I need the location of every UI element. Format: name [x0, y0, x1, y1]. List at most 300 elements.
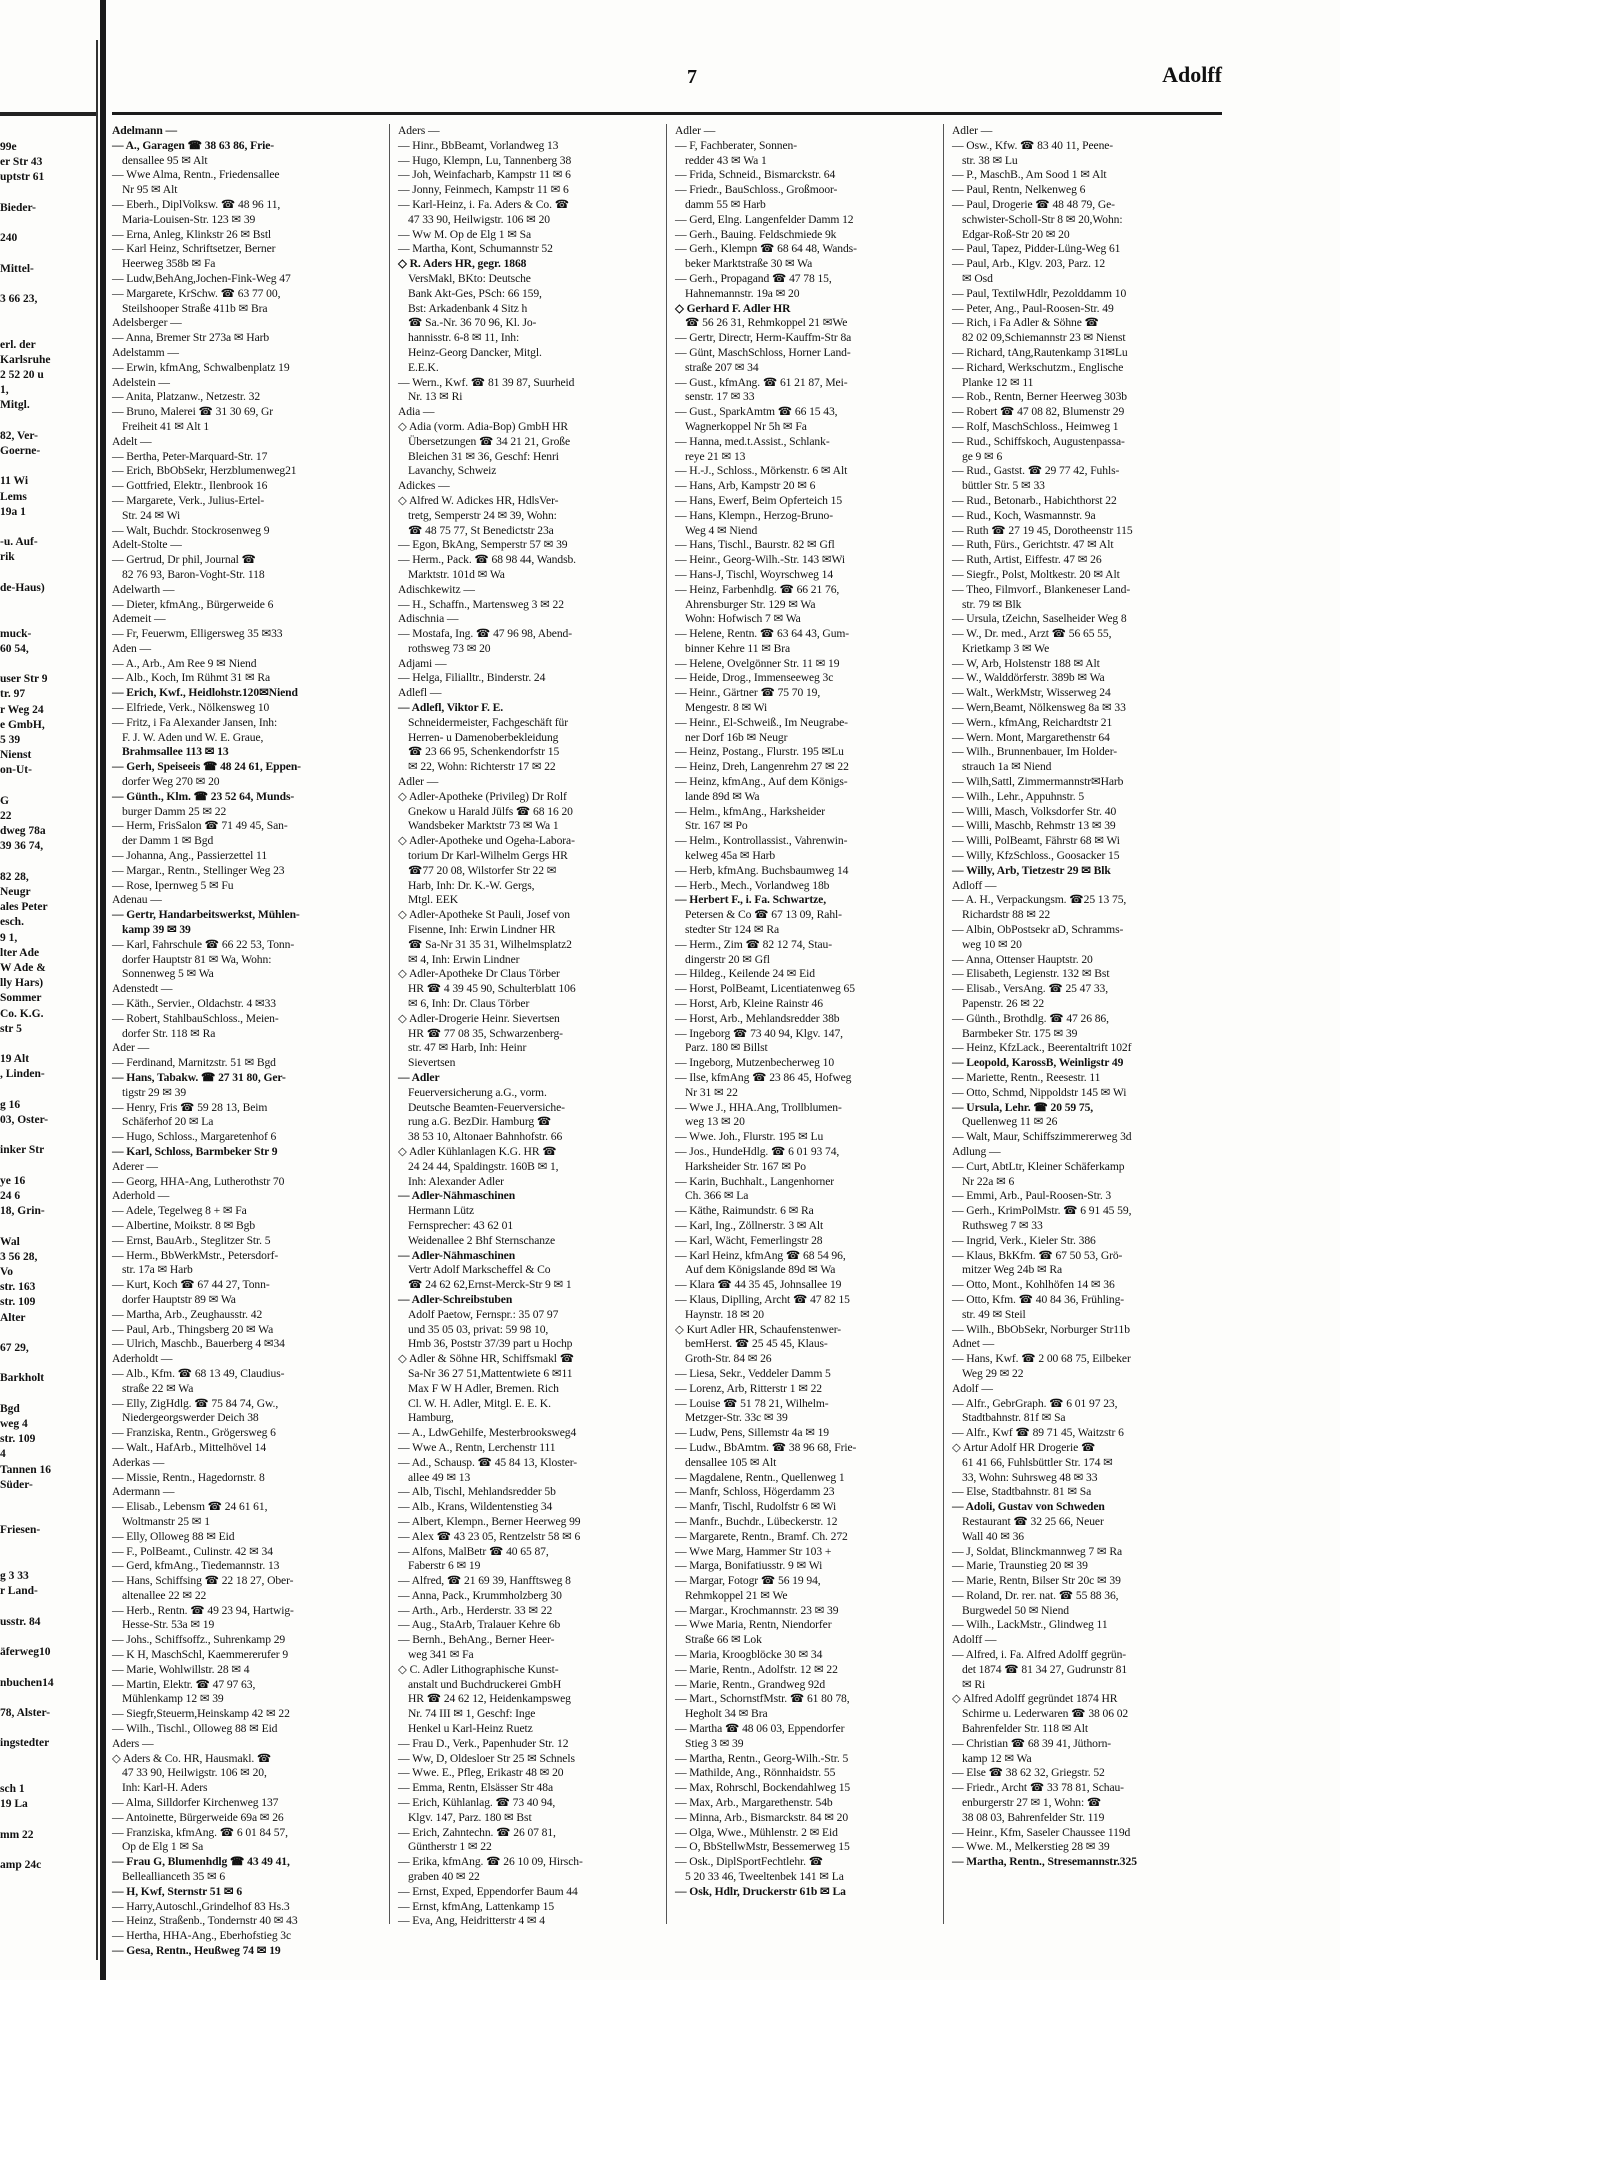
sliver-line: erl. der	[0, 338, 36, 351]
directory-entry-line: Aderer —	[112, 1159, 158, 1173]
directory-entry-line: — Manfr, Tischl, Rudolfstr 6 ✉ Wi	[675, 1500, 837, 1514]
directory-entry-line: Nr 95 ✉ Alt	[122, 183, 178, 197]
directory-entry-line: Krietkamp 3 ✉ We	[962, 641, 1050, 655]
sliver-line: ingstedter	[0, 1737, 50, 1750]
directory-entry-line: — Karl Heinz, Schriftsetzer, Berner	[112, 242, 276, 256]
directory-entry-line: — Margar., Krochmannstr. 23 ✉ 39	[675, 1603, 839, 1617]
directory-entry-line: altenallee 22 ✉ 22	[122, 1588, 207, 1602]
directory-entry-line: Henkel u Karl-Heinz Ruetz	[408, 1722, 533, 1736]
directory-entry-line: ☎ 23 66 95, Schenkendorfstr 15	[408, 745, 560, 759]
directory-entry-line: — Willi, PolBeamt, Fährstr 68 ✉ Wi	[952, 834, 1120, 848]
directory-entry-line: Vertr Adolf Markscheffel & Co	[408, 1263, 551, 1277]
directory-entry-line: Metzger-Str. 33c ✉ 39	[685, 1411, 788, 1425]
directory-entry-line: Nr 22a ✉ 6	[962, 1174, 1015, 1188]
directory-entry-line: — Klaus, Diplling, Archt ☎ 47 82 15	[675, 1292, 850, 1306]
directory-entry-line: Aders —	[112, 1736, 154, 1750]
directory-entry-line: Woltmanstr 25 ✉ 1	[122, 1514, 210, 1528]
directory-entry-line: — Richard, Werkschutzm., Englische	[952, 360, 1124, 374]
sliver-line: tr. 97	[0, 688, 26, 701]
directory-entry-line: ◇ Adia (vorm. Adia-Bop) GmbH HR	[398, 419, 569, 433]
directory-entry-line: — Arth., Arb., Herderstr. 33 ✉ 22	[398, 1603, 553, 1617]
directory-entry-line: — Otto, Kfm. ☎ 40 84 36, Frühling-	[952, 1292, 1125, 1306]
directory-entry-line: — Marie, Wohlwillstr. 28 ✉ 4	[112, 1662, 250, 1676]
directory-entry-line: — Anna, Pack., Krummholzberg 30	[398, 1588, 562, 1602]
sliver-line: Süder-	[0, 1478, 33, 1491]
directory-entry-line: — Heinz, Farbenhdlg. ☎ 66 21 76,	[675, 582, 840, 596]
directory-entry-line: — Otto, Mont., Kohlhöfen 14 ✉ 36	[952, 1278, 1115, 1292]
header-rule	[112, 112, 1222, 115]
directory-entry-line: ☎ 48 75 77, St Benedictstr 23a	[408, 523, 554, 537]
directory-entry-line: str. 49 ✉ Steil	[962, 1307, 1026, 1321]
sliver-line: Alter	[0, 1311, 26, 1324]
directory-entry-line: — Peter, Ang., Paul-Roosen-Str. 49	[952, 301, 1114, 315]
directory-entry-line: ◇ Adler-Apotheke (Privileg) Dr Rolf	[398, 789, 567, 803]
directory-entry-line: 61 41 66, Fuhlsbüttler Str. 174 ✉	[962, 1455, 1113, 1469]
directory-entry-line: — Heinz, Postang., Flurstr. 195 ✉Lu	[675, 745, 844, 759]
directory-entry-line: Straße 66 ✉ Lok	[685, 1633, 762, 1647]
directory-entry-line: ☎ 56 26 31, Rehmkoppel 21 ✉We	[685, 316, 848, 330]
directory-entry-line: ◇ Adler Kühlanlagen K.G. HR ☎	[398, 1144, 557, 1158]
directory-entry-line: E.E.K.	[408, 360, 439, 374]
sliver-line: Co. K.G.	[0, 1007, 44, 1020]
directory-entry-line: — Alb., Kfm. ☎ 68 13 49, Claudius-	[112, 1366, 285, 1380]
directory-entry-line: — Max, Rohrschl, Bockendahlweg 15	[675, 1781, 851, 1795]
directory-entry-line: — Ruth, Fürs., Gerichtstr. 47 ✉ Alt	[952, 538, 1114, 552]
directory-entry-line: — Ilse, kfmAng ☎ 23 86 45, Hofweg	[675, 1071, 852, 1084]
directory-entry-line: — Herbert F., i. Fa. Schwartze,	[675, 893, 827, 907]
directory-entry-line: — Paul, Rentn, Nelkenweg 6	[952, 183, 1086, 197]
directory-entry-line: — Marie, Traunstieg 20 ✉ 39	[952, 1559, 1088, 1573]
directory-entry-line: — Wern., kfmAng, Reichardtstr 21	[952, 715, 1113, 729]
directory-entry-line: Sonnenweg 5 ✉ Wa	[122, 967, 214, 981]
directory-entry-line: — Helene, Ovelgönner Str. 11 ✉ 19	[675, 656, 840, 670]
directory-entry-line: kamp 12 ✉ Wa	[962, 1751, 1032, 1765]
directory-entry-line: — W., Dr. med., Arzt ☎ 56 65 55,	[952, 627, 1112, 641]
page-number: 7	[687, 66, 697, 88]
directory-entry-line: — Paul, Drogerie ☎ 48 48 79, Ge-	[952, 197, 1115, 211]
directory-entry-line: — Robert, StahlbauSchloss., Meien-	[112, 1011, 279, 1025]
directory-entry-line: büttler Str. 5 ✉ 33	[962, 479, 1045, 493]
running-head: Adolff	[1162, 62, 1222, 87]
directory-entry-line: Cl. W. H. Adler, Mitgl. E. E. K.	[408, 1396, 551, 1410]
sliver-line: g 3 33	[0, 1570, 29, 1583]
sliver-rule	[0, 112, 96, 116]
directory-entry-line: — Johs., Schiffsoffz., Suhrenkamp 29	[112, 1633, 286, 1647]
directory-entry-line: — Gerd, Elng. Langenfelder Damm 12	[675, 212, 854, 226]
directory-entry-line: Edgar-Roß-Str 20 ✉ 20	[962, 227, 1070, 241]
directory-entry-line: — Herm., BbWerkMstr., Petersdorf-	[112, 1248, 279, 1262]
directory-entry-line: Stadtbahnstr. 81f ✉ Sa	[962, 1411, 1066, 1425]
sliver-line: usstr. 84	[0, 1615, 41, 1628]
directory-entry-line: — W, Arb, Holstenstr 188 ✉ Alt	[952, 656, 1100, 670]
directory-entry-line: — Martha, Arb., Zeughausstr. 42	[112, 1307, 263, 1321]
directory-entry-line: VersMakl, BKto: Deutsche	[408, 271, 531, 285]
sliver-line: g 16	[0, 1098, 21, 1111]
directory-entry-line: — Hans, Ewerf, Beim Opferteich 15	[675, 493, 843, 507]
directory-entry-line: Deutsche Beamten-Feuerversiche-	[408, 1100, 565, 1114]
directory-entry-line: strauch 1a ✉ Niend	[962, 760, 1052, 774]
directory-entry-line: — Ludw,BehAng,Jochen-Fink-Weg 47	[112, 271, 291, 285]
directory-entry-line: — P., MaschB., Am Sood 1 ✉ Alt	[952, 168, 1107, 182]
directory-entry-line: — Hugo, Schloss., Margaretenhof 6	[112, 1130, 277, 1144]
directory-entry-line: — Erika, kfmAng. ☎ 26 10 09, Hirsch-	[398, 1855, 583, 1869]
directory-entry-line: — Siegfr,Steuerm,Heinskamp 42 ✉ 22	[112, 1707, 290, 1721]
directory-entry-line: ◇ Adler-Apotheke St Pauli, Josef von	[398, 908, 570, 922]
directory-entry-line: — Käth., Servier., Oldachstr. 4 ✉33	[112, 997, 276, 1011]
sliver-line: de-Haus)	[0, 581, 45, 594]
sliver-line: 39 36 74,	[0, 840, 44, 853]
directory-entry-line: binner Kehre 11 ✉ Bra	[685, 641, 791, 655]
directory-entry-line: Burgwedel 50 ✉ Niend	[962, 1603, 1069, 1617]
directory-entry-line: Str. 24 ✉ Wi	[122, 508, 181, 522]
directory-entry-line: — Anna, Ottenser Hauptstr. 20	[952, 952, 1093, 966]
sliver-line: 3 66 23,	[0, 293, 38, 306]
directory-entry-line: — Theo, Filmvorf., Blankeneser Land-	[952, 582, 1131, 596]
directory-entry-line: — Hildeg., Keilende 24 ✉ Eid	[675, 967, 815, 981]
directory-entry-line: — Günt, MaschSchloss, Horner Land-	[675, 345, 851, 359]
directory-entry-line: — Willi, Maschb, Rehmstr 13 ✉ 39	[952, 819, 1116, 833]
sliver-line: str. 109	[0, 1433, 36, 1446]
directory-entry-line: — Franziska, Rentn., Grögersweg 6	[112, 1426, 276, 1440]
directory-entry-line: — Bertha, Peter-Marquard-Str. 17	[112, 449, 268, 463]
directory-entry-line: ◇ Adler & Söhne HR, Schiffsmakl ☎	[398, 1352, 575, 1366]
directory-entry-line: — Rob., Rentn, Berner Heerweg 303b	[952, 390, 1127, 404]
directory-entry-line: ☎ Sa-Nr 31 35 31, Wilhelmsplatz2	[408, 937, 572, 951]
directory-entry-line: — Friedr., Archt ☎ 33 78 81, Schau-	[952, 1781, 1124, 1795]
directory-entry-line: Niedergeorgswerder Deich 38	[122, 1411, 259, 1425]
directory-entry-line: — Frau G, Blumenhdlg ☎ 43 49 41,	[112, 1855, 290, 1869]
directory-entry-line: — Gerd, kfmAng., Tiedemannstr. 13	[112, 1559, 280, 1573]
directory-entry-line: Mengestr. 8 ✉ Wi	[685, 701, 768, 715]
directory-entry-line: str. 17a ✉ Harb	[122, 1263, 193, 1277]
directory-entry-line: Adelstein —	[112, 375, 170, 389]
directory-entry-line: Adlefl —	[398, 686, 442, 700]
directory-entry-line: Ruthsweg 7 ✉ 33	[962, 1218, 1043, 1232]
directory-entry-line: Adolf —	[952, 1381, 993, 1395]
directory-entry-line: — Gerh, Speiseeis ☎ 48 24 61, Eppen-	[112, 760, 301, 774]
directory-entry-line: — Wwe A., Rentn, Lerchenstr 111	[398, 1440, 556, 1454]
directory-entry-line: Harksheider Str. 167 ✉ Po	[685, 1159, 806, 1173]
directory-entry-line: lande 89d ✉ Wa	[685, 789, 760, 803]
directory-page	[112, 40, 1222, 1958]
directory-entry-line: — Heinz, Dreh, Langenrehm 27 ✉ 22	[675, 760, 849, 774]
directory-entry-line: Hegholt 34 ✉ Bra	[685, 1707, 768, 1721]
directory-entry-line: Weidenallee 2 Bhf Sternschanze	[408, 1233, 556, 1247]
directory-entry-line: Weg 4 ✉ Niend	[685, 523, 758, 537]
sliver-line: 19a 1	[0, 505, 26, 518]
directory-entry-line: — Willy, KfzSchloss., Goosacker 15	[952, 849, 1120, 863]
directory-entry-line: — Alex ☎ 43 23 05, Rentzelstr 58 ✉ 6	[398, 1529, 581, 1543]
directory-entry-line: — Erwin, kfmAng, Schwalbenplatz 19	[112, 360, 290, 374]
directory-entry-line: — Siegfr., Polst, Moltkestr. 20 ✉ Alt	[952, 567, 1120, 581]
sliver-line: user Str 9	[0, 673, 48, 686]
directory-entry-line: burger Damm 25 ✉ 22	[122, 804, 227, 818]
directory-entry-line: und 35 05 03, privat: 59 98 10,	[408, 1322, 549, 1336]
directory-entry-line: str. 79 ✉ Blk	[962, 597, 1022, 611]
sliver-line: Barkholt	[0, 1372, 45, 1385]
directory-entry-line: — Gesa, Rentn., Heußweg 74 ✉ 19	[112, 1944, 281, 1958]
directory-entry-line: — Rud., Koch, Wasmannstr. 9a	[952, 508, 1096, 522]
directory-entry-line: — Käthe, Raimundstr. 6 ✉ Ra	[675, 1204, 814, 1218]
directory-entry-line: — Hans, Tabakw. ☎ 27 31 80, Ger-	[112, 1071, 286, 1084]
directory-entry-line: — Günth., Brothdlg. ☎ 47 26 86,	[952, 1011, 1109, 1025]
directory-entry-line: — Else, Stadtbahnstr. 81 ✉ Sa	[952, 1485, 1092, 1499]
directory-entry-line: — Günth., Klm. ☎ 23 52 64, Munds-	[112, 789, 295, 803]
directory-entry-line: tretg, Semperstr 24 ✉ 39, Wohn:	[408, 508, 557, 522]
directory-entry-line: dorfer Weg 270 ✉ 20	[122, 775, 220, 789]
directory-entry-line: redder 43 ✉ Wa 1	[685, 153, 767, 167]
directory-entry-line: — Elisab., VersAng. ☎ 25 47 33,	[952, 982, 1109, 996]
directory-entry-line: — Dieter, kfmAng., Bürgerweide 6	[112, 597, 274, 611]
directory-entry-line: — Franziska, kfmAng. ☎ 6 01 84 57,	[112, 1825, 288, 1839]
directory-entry-line: Steilshooper Straße 411b ✉ Bra	[122, 301, 268, 315]
directory-entry-line: Schäferhof 20 ✉ La	[122, 1115, 214, 1129]
sliver-line: 11 Wi	[0, 475, 29, 488]
directory-entry-line: Petersen & Co ☎ 67 13 09, Rahl-	[685, 908, 842, 922]
directory-entry-line: rothsweg 73 ✉ 20	[408, 641, 491, 655]
directory-entry-line: — Emmi, Arb., Paul-Roosen-Str. 3	[952, 1189, 1112, 1203]
sliver-line: ales Peter	[0, 901, 48, 914]
directory-entry-line: — Margarete, Rentn., Bramf. Ch. 272	[675, 1529, 848, 1543]
directory-entry-line: 47 33 90, Heilwigstr. 106 ✉ 20	[408, 212, 550, 226]
directory-entry-line: — Karl, Wächt, Femerlingstr 28	[675, 1233, 823, 1247]
directory-entry-line: Mühlenkamp 12 ✉ 39	[122, 1692, 224, 1706]
directory-entry-line: — Erich, Kühlanlag. ☎ 73 40 94,	[398, 1796, 556, 1810]
directory-entry-line: — Hans-J, Tischl, Woyrschweg 14	[675, 567, 834, 581]
directory-entry-line: Übersetzungen ☎ 34 21 21, Große	[408, 434, 571, 448]
directory-entry-line: ge 9 ✉ 6	[962, 449, 1003, 463]
directory-entry-line: — Bruno, Malerei ☎ 31 30 69, Gr	[112, 405, 274, 419]
directory-entry-line: — Martin, Elektr. ☎ 47 97 63,	[112, 1677, 256, 1691]
directory-entry-line: Schirme u. Lederwaren ☎ 38 06 02	[962, 1707, 1129, 1721]
directory-entry-line: — Friedr., BauSchloss., Großmoor-	[675, 183, 838, 197]
directory-entry-line: — Karl, Ing., Zöllnerstr. 3 ✉ Alt	[675, 1218, 824, 1232]
sliver-line: Neugr	[0, 885, 31, 898]
sliver-line: 4	[0, 1448, 6, 1461]
directory-entry-line: — Albin, ObPostsekr aD, Schramms-	[952, 923, 1124, 937]
directory-entry-line: — A., Garagen ☎ 38 63 86, Frie-	[112, 138, 275, 152]
directory-entry-line: Schneidermeister, Fachgeschäft für	[408, 715, 568, 729]
directory-entry-line: ✉ 22, Wohn: Richterstr 17 ✉ 22	[408, 760, 556, 774]
directory-entry-line: kamp 39 ✉ 39	[122, 923, 191, 937]
sliver-line: 67 29,	[0, 1342, 29, 1355]
directory-entry-line: — Heinr., El-Schweiß., Im Neugrabe-	[675, 715, 848, 729]
directory-entry-line: — Osk, Hdlr, Druckerstr 61b ✉ La	[675, 1884, 846, 1898]
directory-entry-line: Brahmsallee 113 ✉ 13	[122, 745, 229, 759]
directory-entry-line: — Rose, Ipernweg 5 ✉ Fu	[112, 878, 234, 892]
directory-entry-line: senstr. 17 ✉ 33	[685, 390, 755, 404]
directory-entry-line: — Martha, Rentn., Stresemannstr.325	[952, 1855, 1137, 1869]
directory-entry-line: ◇ Adler-Drogerie Heinr. Sievertsen	[398, 1011, 560, 1025]
sliver-line: on-Ut-	[0, 764, 32, 777]
directory-entry-line: ◇ R. Aders HR, gegr. 1868	[398, 257, 527, 271]
directory-entry-line: — W., Walddörferstr. 389b ✉ Wa	[952, 671, 1105, 685]
directory-entry-line: Hahnemannstr. 19a ✉ 20	[685, 286, 800, 300]
directory-entry-line: — Paul, TextilwHdlr, Pezolddamm 10	[952, 286, 1127, 300]
directory-entry-line: — Karl Heinz, kfmAng ☎ 68 54 96,	[675, 1248, 846, 1262]
directory-entry-line: Adickes —	[398, 479, 450, 493]
directory-entry-line: — Alb, Tischl, Mehlandsredder 5b	[398, 1485, 556, 1499]
directory-entry-line: Herren- u Damenoberbekleidung	[408, 730, 559, 744]
directory-entry-line: — Gertrud, Dr phil, Journal ☎	[112, 553, 256, 567]
directory-entry-line: ☎ Sa.-Nr. 36 70 96, Kl. Jo-	[408, 316, 537, 330]
directory-entry-line: — Willi, Masch, Volksdorfer Str. 40	[952, 804, 1117, 818]
directory-entry-line: Freiheit 41 ✉ Alt 1	[122, 419, 210, 433]
directory-entry-line: Lavanchy, Schweiz	[408, 464, 497, 478]
directory-entry-line: 5 20 33 46, Tweeltenbek 141 ✉ La	[685, 1870, 844, 1884]
scan-margin	[1340, 0, 1600, 1980]
directory-entry-line: — Heinr., Gärtner ☎ 75 70 19,	[675, 686, 821, 700]
directory-entry-line: weg 13 ✉ 20	[685, 1115, 745, 1129]
directory-entry-line: — Gerh., Propagand ☎ 47 78 15,	[675, 271, 832, 285]
directory-entry-line: — Manfr., Buchdr., Lübeckerstr. 12	[675, 1514, 838, 1528]
sliver-line: 99e	[0, 141, 17, 153]
directory-entry-line: — H.-J., Schloss., Mörkenstr. 6 ✉ Alt	[675, 464, 848, 478]
directory-entry-line: — Wilh,Sattl, Zimmermannstr✉Harb	[952, 775, 1124, 789]
directory-entry-line: — Elisab., Lebensm ☎ 24 61 61,	[112, 1500, 268, 1514]
directory-entry-line: — Wern. Mont, Margarethenstr 64	[952, 730, 1110, 744]
directory-entry-line: — Walt., HafArb., Mittelhövel 14	[112, 1440, 267, 1454]
sliver-line: 5 39	[0, 733, 21, 746]
directory-entry-line: — Eberh., DiplVolksw. ☎ 48 96 11,	[112, 197, 281, 211]
directory-entry-line: — Horst, Arb., Mehlandsredder 38b	[675, 1011, 840, 1025]
directory-entry-line: Adelt-Stolte —	[112, 538, 182, 552]
directory-entry-line: — O, BbStellwMstr, Bessemerweg 15	[675, 1840, 850, 1854]
directory-entry-line: Heerweg 358b ✉ Fa	[122, 257, 216, 271]
directory-entry-line: — J, Soldat, Blinckmannweg 7 ✉ Ra	[952, 1544, 1123, 1558]
directory-entry-line: tigstr 29 ✉ 39	[122, 1085, 187, 1099]
sliver-line: lter Ade	[0, 946, 40, 959]
directory-entry-line: Richardstr 88 ✉ 22	[962, 908, 1051, 922]
directory-entry-line: ◇ Adler-Apotheke und Ogeha-Labora-	[398, 834, 575, 848]
directory-entry-line: 38 08 03, Bahrenfelder Str. 119	[962, 1810, 1105, 1824]
directory-entry-line: — Ingrid, Verk., Kieler Str. 386	[952, 1233, 1096, 1247]
sliver-line: r Weg 24	[0, 703, 44, 716]
sliver-line: 1,	[0, 384, 9, 397]
directory-entry-line: — Lorenz, Arb, Ritterstr 1 ✉ 22	[675, 1381, 823, 1395]
directory-entry-line: Max F W H Adler, Bremen. Rich	[408, 1381, 559, 1395]
sliver-line: 82 28,	[0, 870, 29, 883]
directory-columns	[112, 124, 1222, 1958]
directory-entry-line: graben 40 ✉ 22	[408, 1870, 480, 1884]
directory-entry-line: — Frau D., Verk., Papenhuder Str. 12	[398, 1736, 569, 1750]
directory-entry-line: Inh: Alexander Adler	[408, 1174, 504, 1188]
directory-entry-line: — Wwe J., HHA.Ang, Trollblumen-	[675, 1100, 842, 1114]
directory-entry-line: — Wilh., BbObSekr, Norburger Str11b	[952, 1322, 1130, 1336]
directory-entry-line: Bst: Arkadenbank 4 Sitz h	[408, 301, 528, 315]
directory-entry-line: — Alb., Krans, Wildentenstieg 34	[398, 1500, 553, 1514]
sliver-line: Vo	[0, 1266, 13, 1279]
directory-entry-line: — Alfr., Kwf ☎ 89 71 45, Waitzstr 6	[952, 1426, 1124, 1440]
directory-entry-line: — Ernst, BauArb., Steglitzer Str. 5	[112, 1233, 271, 1247]
directory-entry-line: Inh: Karl-H. Aders	[122, 1781, 208, 1795]
directory-entry-line: — Wwe Maria, Rentn, Niendorfer	[675, 1618, 832, 1632]
directory-entry-line: ◇ C. Adler Lithographische Kunst-	[398, 1662, 559, 1676]
directory-entry-line: — Rich, i Fa Adler & Söhne ☎	[952, 316, 1099, 330]
directory-entry-line: — Hanna, med.t.Assist., Schlank-	[675, 434, 830, 448]
directory-entry-line: — Jonny, Feinmech, Kampstr 11 ✉ 6	[398, 183, 569, 197]
directory-entry-line: ✉ 6, Inh: Dr. Claus Törber	[408, 997, 530, 1011]
directory-entry-line: Restaurant ☎ 32 25 66, Neuer	[962, 1514, 1104, 1528]
directory-entry-line: Barmbeker Str. 175 ✉ 39	[962, 1026, 1078, 1040]
directory-entry-line: ◇ Aders & Co. HR, Hausmakl. ☎	[112, 1751, 272, 1765]
directory-entry-line: — Fritz, i Fa Alexander Jansen, Inh:	[112, 715, 278, 729]
directory-entry-line: — Paul, Arb., Klgv. 203, Parz. 12	[952, 257, 1106, 271]
directory-entry-line: Adolff —	[952, 1633, 997, 1647]
directory-entry-line: — Wern,Beamt, Nölkensweg 8a ✉ 33	[952, 701, 1126, 715]
directory-entry-line: — Wwe. Joh., Flurstr. 195 ✉ Lu	[675, 1130, 824, 1144]
directory-entry-line: — Gerh., KrimPolMstr. ☎ 6 91 45 59,	[952, 1204, 1132, 1218]
directory-entry-line: anstalt und Buchdruckerei GmbH	[408, 1677, 562, 1691]
sliver-line: Bgd	[0, 1402, 20, 1415]
directory-entry-line: straße 22 ✉ Wa	[122, 1381, 194, 1395]
directory-entry-line: — Ingeborg, Mutzenbecherweg 10	[675, 1056, 835, 1070]
sliver-line: Nienst	[0, 749, 32, 762]
directory-entry-line: — Gust., kfmAng. ☎ 61 21 87, Mei-	[675, 375, 848, 389]
directory-entry-line: reye 21 ✉ 13	[685, 449, 746, 463]
directory-entry-line: Marktstr. 101d ✉ Wa	[408, 567, 505, 581]
directory-entry-line: — Rolf, MaschSchloss., Heimweg 1	[952, 419, 1119, 433]
directory-entry-line: Adelstamm —	[112, 345, 179, 359]
directory-entry-line: — H., Schaffn., Martensweg 3 ✉ 22	[398, 597, 564, 611]
directory-entry-line: — Else ☎ 38 62 32, Griegstr. 52	[952, 1766, 1105, 1780]
sliver-line: muck-	[0, 627, 32, 640]
directory-entry-line: Adermann —	[112, 1485, 175, 1499]
directory-entry-line: Bahrenfelder Str. 118 ✉ Alt	[962, 1722, 1089, 1736]
directory-entry-line: — Alma, Silldorfer Kirchenweg 137	[112, 1796, 279, 1810]
directory-entry-line: rung a.G. BezDir. Hamburg ☎	[408, 1115, 552, 1129]
directory-entry-line: — Max, Arb., Margarethenstr. 54b	[675, 1796, 833, 1810]
directory-entry-line: — Martha ☎ 48 06 03, Eppendorfer	[675, 1722, 845, 1736]
directory-entry-line: bemHerst. ☎ 25 45 45, Klaus-	[685, 1337, 828, 1351]
sliver-line: str. 109	[0, 1296, 36, 1309]
sliver-line: Tannen 16	[0, 1463, 52, 1476]
directory-entry-line: — Margar., Rentn., Stellinger Weg 23	[112, 863, 285, 877]
directory-entry-line: — Anna, Bremer Str 273a ✉ Harb	[112, 331, 270, 345]
sliver-line: 78, Alster-	[0, 1706, 51, 1719]
directory-entry-line: 82 02 09,Schiemannstr 23 ✉ Nienst	[962, 331, 1126, 345]
directory-entry-line: — Ludw, Pens, Sillemstr 4a ✉ 19	[675, 1426, 829, 1440]
directory-entry-line: Güntherstr 1 ✉ 22	[408, 1840, 492, 1854]
directory-entry-line: — Ludw., BbAmtm. ☎ 38 96 68, Frie-	[675, 1440, 857, 1454]
directory-entry-line: Rehmkoppel 21 ✉ We	[685, 1588, 788, 1602]
directory-entry-line: Haynstr. 18 ✉ 20	[685, 1307, 764, 1321]
directory-entry-line: — Hans, Klempn., Herzog-Bruno-	[675, 508, 833, 522]
directory-entry-line: — Fr, Feuerwm, Elligersweg 35 ✉33	[112, 627, 283, 641]
directory-entry-line: — Magdalene, Rentn., Quellenweg 1	[675, 1470, 845, 1484]
directory-entry-line: Adler —	[398, 775, 439, 789]
directory-entry-line: — Herb., Mech., Vorlandweg 18b	[675, 878, 830, 892]
directory-entry-line: Bank Akt-Ges, PSch: 66 159,	[408, 286, 542, 300]
directory-entry-line: — A., LdwGehilfe, Mesterbrooksweg4	[398, 1426, 577, 1440]
directory-entry-line: — Elly, Olloweg 88 ✉ Eid	[112, 1529, 235, 1543]
directory-entry-line: — F, Fachberater, Sonnen-	[675, 138, 797, 152]
directory-entry-line: — Mathilde, Ang., Rönnhaidstr. 55	[675, 1766, 836, 1780]
directory-entry-line: Sievertsen	[408, 1056, 456, 1070]
directory-entry-line: — Alb., Koch, Im Rühmt 31 ✉ Ra	[112, 671, 271, 685]
directory-entry-line: — Horst, PolBeamt, Licentiatenweg 65	[675, 982, 855, 996]
directory-entry-line: ◇ Kurt Adler HR, Schaufenstenwer-	[675, 1322, 842, 1336]
page-header	[112, 40, 1222, 90]
column-4	[943, 124, 1220, 1924]
directory-entry-line: — Hans, Kwf. ☎ 2 00 68 75, Eilbeker	[952, 1352, 1131, 1366]
directory-entry-line: — Paul, Tapez, Pidder-Lüng-Weg 61	[952, 242, 1121, 256]
directory-entry-line: — Helene, Rentn. ☎ 63 64 43, Gum-	[675, 627, 850, 641]
directory-entry-line: ☎77 20 08, Wilstorfer Str 22 ✉	[408, 863, 557, 877]
directory-entry-line: — Bernh., BehAng., Berner Heer-	[398, 1633, 555, 1647]
sliver-line: 18, Grin-	[0, 1205, 45, 1218]
directory-entry-line: 38 53 10, Altonaer Bahnhofstr. 66	[408, 1130, 563, 1144]
